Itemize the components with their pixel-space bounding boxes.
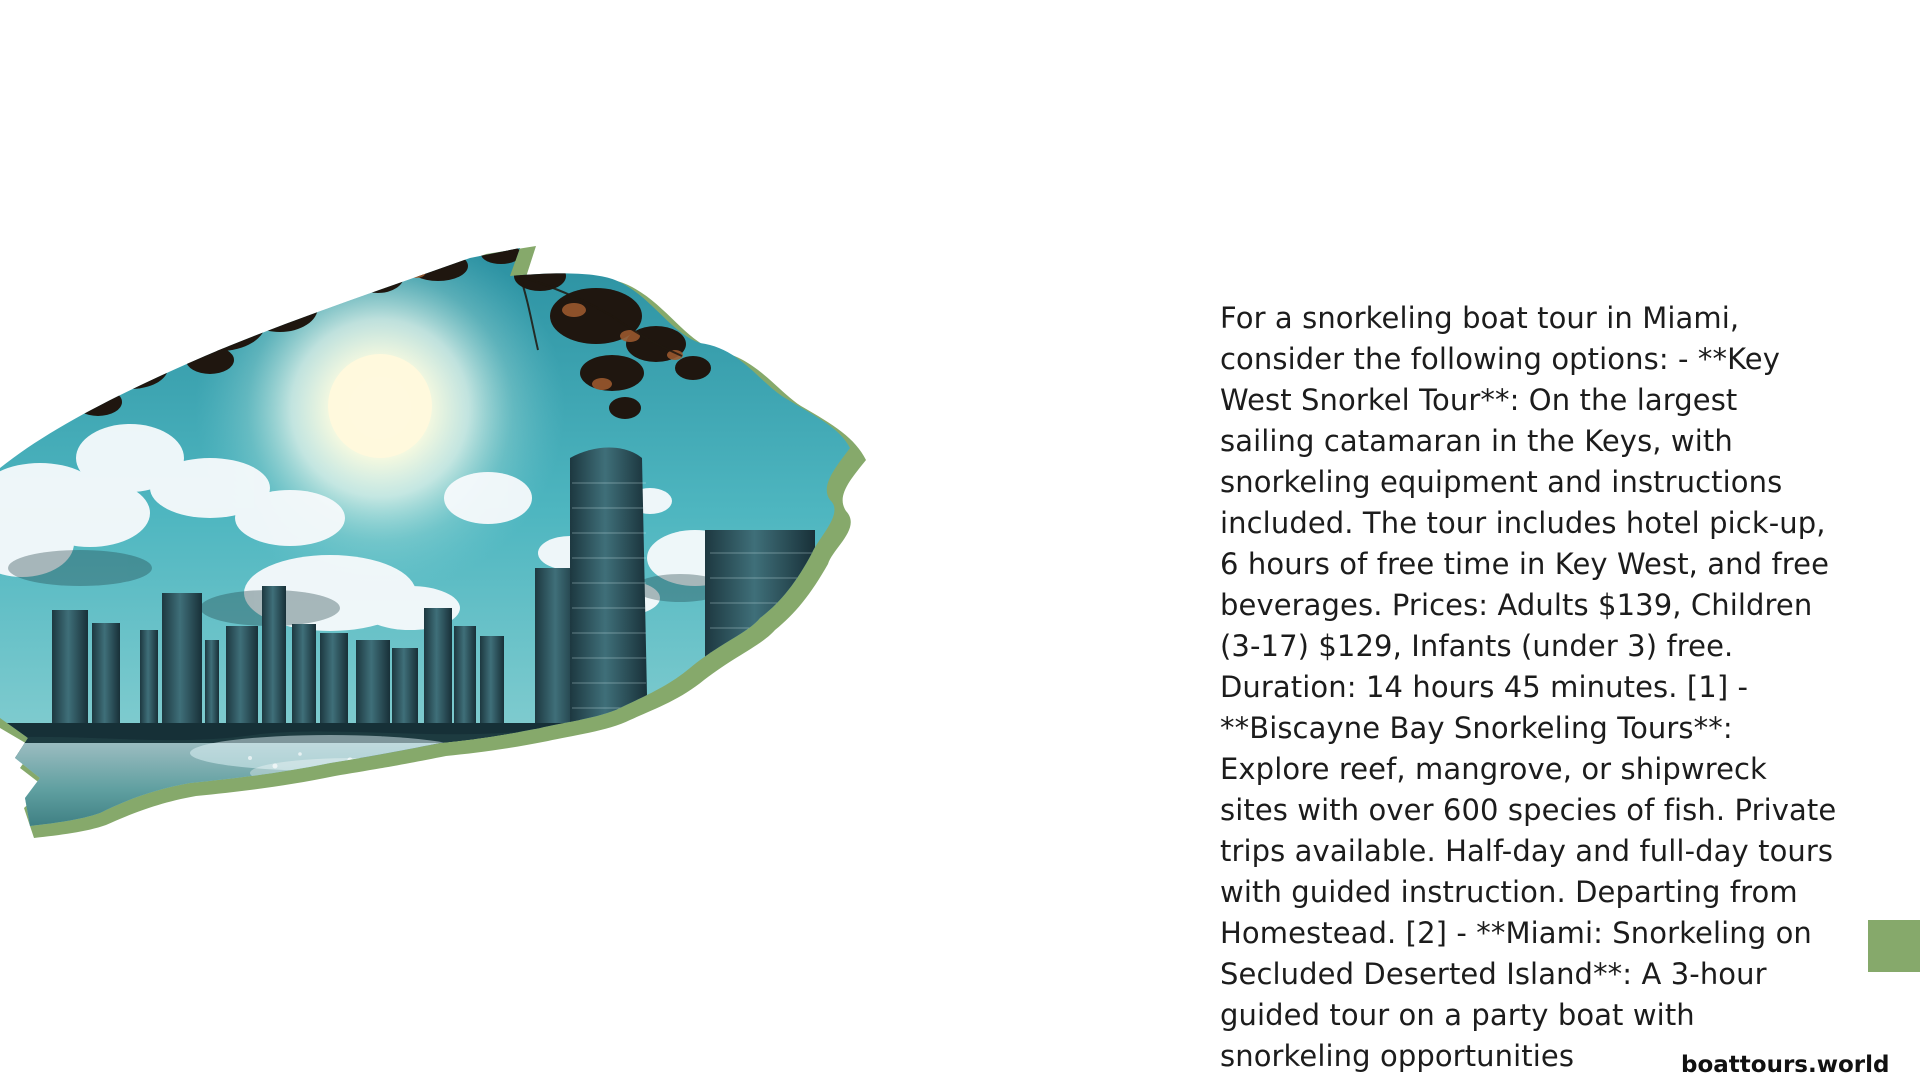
miami-skyline-image [0, 238, 870, 848]
site-watermark: boattours.world [1681, 1052, 1890, 1078]
tour-description-text: For a snorkeling boat tour in Miami, consider the following options: - **Key West Snorkel Tour**: On the largest sailing catamaran in the Keys, with snorkeling equipment and instructions included. The tour includes hotel pick-up, 6 hours of free time in Key West, and free beverages. Prices: Adults $139, Children (3-17) $129, Infants (under 3) free. Duration: 14 hours 45 minutes. [1] - **Biscayne Bay Snorkeling Tours**: Explore reef, mangrove, or shipwreck sites with over 600 species of fish. Private trips available. Half-day and full-day tours with guided instruction. Departing from Homestead. [2] - **Miami: Snorkeling on Secluded Deserted Island**: A 3-hour guided tour on a party boat with snorkeling opportunities [1220, 301, 1837, 1073]
green-accent-square [1868, 920, 1920, 972]
